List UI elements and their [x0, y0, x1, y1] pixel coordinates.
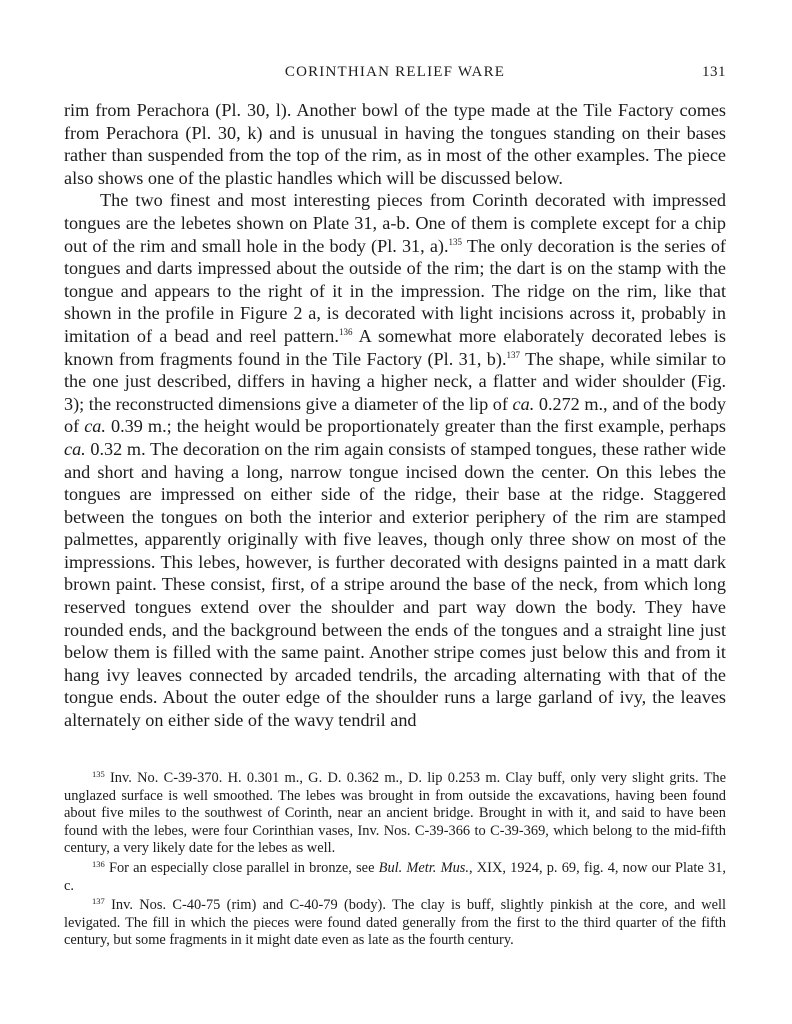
paragraph-2-text: The two finest and most interesting pieces from Corinth decorated with impressed tongues are the lebetes shown on Plate 31, a-b. One of them is complete except for a chip out of the rim and small hole in the body (Pl. 31, a).: [64, 190, 726, 256]
footnote-text: Inv. Nos. C-40-75 (rim) and C-40-79 (body). The clay is buff, slightly pinkish at the core, and well levigated. The fill in which the pieces were found dated generally from the first to the third quarter of the fifth century, but some fragments in it might date even as late as the fourth century.: [64, 897, 726, 949]
circa-abbreviation: ca.: [64, 438, 86, 459]
footnote-text: Inv. No. C-39-370. H. 0.301 m., G. D. 0.362 m., D. lip 0.253 m. Clay buff, only very slight grits. The unglazed surface is well smoothed. The lebes was brought in from outside the excavations, having been found about five miles to the southwest of Corinth, near an ancient bridge. Brought in with it, and said to have been found with the lebes, were four Corinthian vases, Inv. Nos. C-39-366 to C-39-369, which belong to the mid-fifth century, a very likely date for the lebes as well.: [64, 770, 726, 857]
running-title: CORINTHIAN RELIEF WARE: [284, 64, 506, 80]
footnote-text: , XIX, 1924, p. 69, fig. 4, now our Plate 31, c.: [64, 859, 726, 894]
footnote-ref-135: 135: [448, 236, 463, 247]
journal-title: Bul. Metr. Mus.: [378, 859, 469, 876]
footnote-number: 135: [92, 769, 105, 779]
circa-abbreviation: ca.: [512, 393, 535, 414]
paragraph-2: [64, 189, 726, 731]
footnote-number: 136: [92, 858, 105, 869]
paragraph-2-text: A somewhat more elaborately decorated lebes is known from fragments found in the Tile Factory (Pl. 31, b).: [64, 325, 726, 369]
footnote-136: [64, 860, 726, 895]
footnote-number: 137: [92, 896, 105, 907]
page-number: 131: [702, 64, 726, 80]
paragraph-2-text: The only decoration is the series of tongues and darts impressed about the outside of the rim; the dart is on the stamp with the tongue and appears to the right of it in the impression. The ridge on the rim, like that shown in the profile in Figure 2 a, is decorated with light incisions across it, probably in imitation of a bead and reel pattern.: [64, 235, 726, 346]
paragraph-1: rim from Perachora (Pl. 30, l). Another bowl of the type made at the Tile Factory comes from Perachora (Pl. 30, k) and is unusual in having the tongues standing on their bases rather than suspended from the top of the rim, as in most of the other examples. The piece also shows one of the plastic handles which will be discussed below.: [64, 100, 726, 188]
paragraph-2-text: 0.272 m., and of the body of: [64, 393, 726, 437]
footnote-137: [64, 897, 726, 950]
footnote-text: For an especially close parallel in bronze, see: [104, 859, 379, 876]
footnote-ref-137: 137: [506, 349, 520, 360]
paragraph-2-text: 0.32 m. The decoration on the rim again consists of stamped tongues, these rather wide and short and having a long, narrow tongue incised down the center. On this lebes the tongues are impressed on either side of the ridge, their base at the ridge. Staggered between the tongues on both the interior and exterior periphery of the rim are stamped palmettes, apparently originally with five leaves, though only three show on most of the impressions. This lebes, however, is further decorated with designs painted in a matt dark brown paint. These consist, first, of a stripe around the base of the neck, from which long reserved tongues extend over the shoulder and part way down the body. They have rounded ends, and the background between the ends of the tongues and a straight line just below them is filled with the same paint. Another stripe comes just below this and from it hang ivy leaves connected by arcaded tendrils, the arcading alternating with that of the tongue ends. About the outer edge of the shoulder runs a large garland of ivy, the leaves alternately on either side of the wavy tendril and: [64, 438, 726, 731]
body-text: [64, 99, 726, 732]
paragraph-2-text: 0.39 m.; the height would be proportionately greater than the first example, perhaps: [105, 416, 726, 437]
running-head: [64, 64, 726, 86]
footnotes: [64, 770, 726, 952]
paragraph-2-text: The shape, while similar to the one just described, differs in having a higher neck, a flatter and wider shoulder (Fig. 3); the reconstructed dimensions give a diameter of the lip of: [64, 348, 726, 414]
circa-abbreviation: ca.: [84, 416, 106, 437]
footnote-135: [64, 770, 726, 858]
footnote-ref-136: 136: [338, 326, 353, 337]
